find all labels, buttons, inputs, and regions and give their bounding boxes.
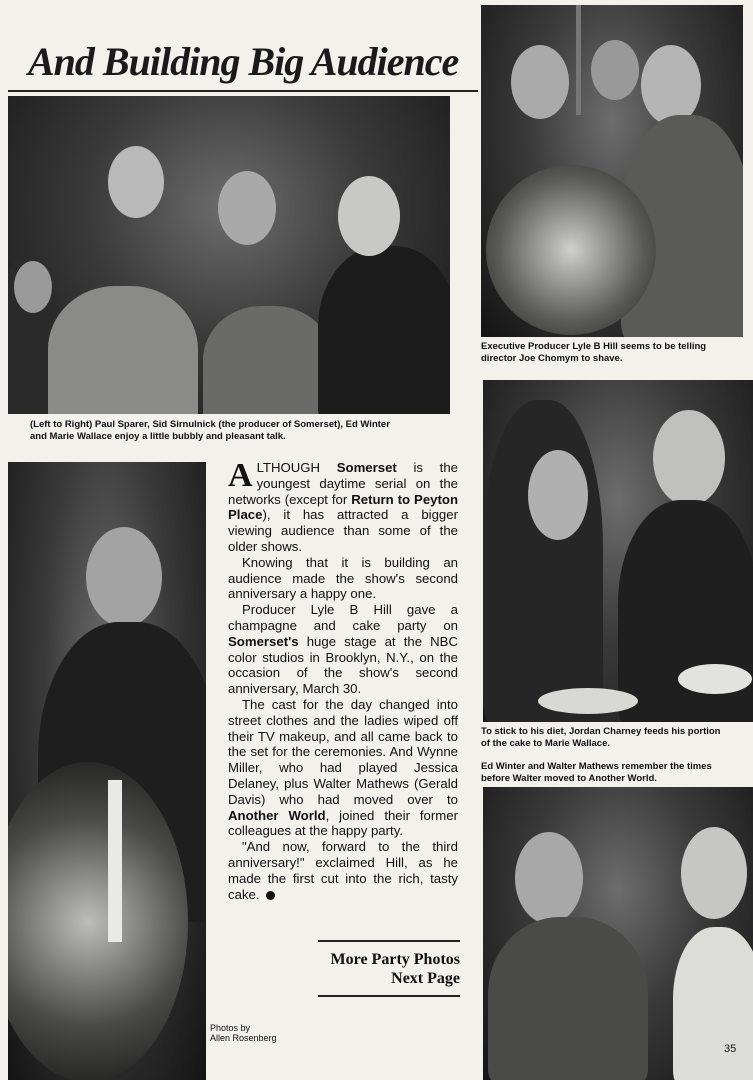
person-face <box>528 450 588 540</box>
end-mark <box>266 891 275 900</box>
show-title: Somerset's <box>228 633 299 649</box>
article-paragraph <box>228 602 458 697</box>
cake-plate <box>538 688 638 714</box>
article-text: LTHOUGH <box>256 460 337 475</box>
person-figure <box>203 306 333 414</box>
article-text: ), it has attracted a bigger viewing audience than some of the older shows. <box>228 507 458 554</box>
person-figure <box>483 400 603 722</box>
person-face <box>653 410 725 506</box>
candle <box>108 780 122 942</box>
photo-two-men <box>483 787 753 1080</box>
person-figure <box>48 286 198 414</box>
article-body <box>228 457 458 902</box>
person-face <box>511 45 569 119</box>
drop-cap: A <box>228 457 253 494</box>
person-figure <box>318 246 450 414</box>
article-text: huge stage at the NBC color studios in Brooklyn, N.Y., on the occasion of the show's second anniversary, March 30. <box>228 633 458 697</box>
more-top-rule <box>318 940 460 942</box>
person-face <box>218 171 276 245</box>
cake-plate <box>678 664 752 694</box>
caption-group: (Left to Right) Paul Sparer, Sid Sirnulnick (the producer of Somerset), Ed Winter and Marie Wallace enjoy a little bubbly and pleasant talk. <box>30 419 390 442</box>
article-paragraph <box>228 457 458 555</box>
caption-shave: Executive Producer Lyle B Hill seems to be telling director Joe Chomym to shave. <box>481 341 707 364</box>
credit-line-1: Photos by <box>210 1023 251 1033</box>
person-face <box>108 146 164 218</box>
article-text: Producer Lyle B Hill gave a champagne and cake party on <box>228 602 458 633</box>
photo-shave <box>481 5 743 337</box>
person-figure <box>488 917 648 1080</box>
article-paragraph <box>228 697 458 839</box>
flower-arrangement <box>486 165 656 335</box>
photo-group-toast <box>8 96 450 414</box>
show-title: Return to Peyton Place <box>228 491 458 523</box>
photo-credit <box>210 1023 277 1043</box>
photo-cake-feeding <box>483 380 753 722</box>
person-face <box>338 176 400 256</box>
person-face <box>641 45 701 125</box>
show-title: Another World <box>228 807 326 823</box>
person-face <box>591 40 639 100</box>
person-face <box>14 261 52 313</box>
more-bottom-rule <box>318 995 460 997</box>
headline: And Building Big Audience <box>28 39 459 84</box>
more-photos-notice <box>318 950 460 988</box>
headline-rule <box>8 90 478 92</box>
person-face <box>681 827 747 919</box>
more-line-1: More Party Photos <box>330 951 460 968</box>
person-face <box>86 527 162 627</box>
caption-diet: To stick to his diet, Jordan Charney feeds his portion of the cake to Marie Wallace. <box>481 726 721 749</box>
caption-remember: Ed Winter and Walter Mathews remember the times before Walter moved to Another World. <box>481 761 712 784</box>
article-text: "And now, forward to the third anniversary!" exclaimed Hill, as he made the first cut into the rich, tasty cake. <box>228 839 458 902</box>
more-line-2: Next Page <box>391 970 460 987</box>
article-paragraph <box>228 839 458 902</box>
article-paragraph: Knowing that it is building an audience made the show's second anniversary a happy one. <box>228 554 458 602</box>
show-title: Somerset <box>336 460 397 475</box>
article-text: , joined their former colleagues at the happy party. <box>228 807 458 839</box>
person-face <box>515 832 583 924</box>
article-text: The cast for the day changed into street clothes and the ladies wiped off their TV makeup, and all came back to the set for the ceremonies. And Wynne Miller, who had played Jessica Delaney, plus Walter Mathews (Gerald Davis) who had moved over to <box>228 696 458 807</box>
candle <box>576 5 581 115</box>
person-figure <box>673 927 753 1080</box>
photo-candle <box>8 462 206 1080</box>
article-text: is the youngest daytime serial on the networks (except for <box>228 460 458 507</box>
page-number: 35 <box>724 1043 737 1055</box>
credit-line-2: Allen Rosenberg <box>210 1033 277 1043</box>
